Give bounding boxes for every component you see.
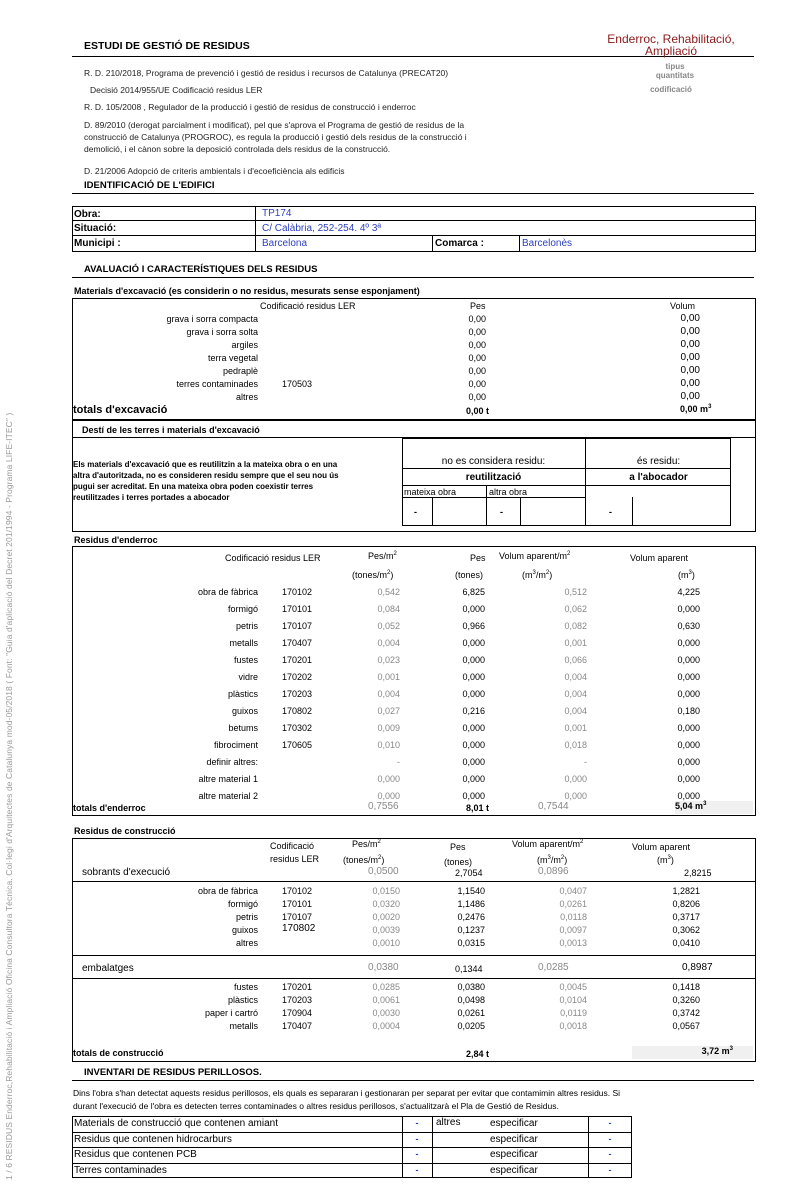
construccio-row-pesm2: 0,0030 <box>372 1008 400 1018</box>
construccio-row-code: 170904 <box>282 1008 313 1018</box>
construccio-row-volm2: 0,0018 <box>559 1021 587 1031</box>
construccio-row-name: metalls <box>229 1021 258 1031</box>
construccio-row-pes: 0,0261 <box>457 1008 485 1018</box>
construccio-h-vol-unit: $(m^3)$ <box>657 855 674 865</box>
construccio-h-pes: Pes <box>450 842 466 852</box>
perillosos-row-specify: especificar <box>490 1149 538 1160</box>
enderroc-row-name: metalls <box>229 638 258 648</box>
enderroc-row-vol: 0,000 <box>677 672 700 682</box>
enderroc-row-pesm2: 0,052 <box>377 621 400 631</box>
enderroc-title: Residus d'enderroc <box>74 535 158 545</box>
enderroc-row-pesm2: 0,004 <box>377 689 400 699</box>
obra-value: TP174 <box>262 208 292 219</box>
enderroc-row-volm2: 0,004 <box>564 689 587 699</box>
enderroc-row-name: definir altres: <box>206 757 258 767</box>
excavacio-row-code: 170503 <box>282 379 313 389</box>
altra-obra-value: - <box>500 507 503 517</box>
enderroc-row-vol: 0,000 <box>677 791 700 801</box>
construccio-total-vol: 3,72 $m^3$ <box>632 1046 753 1059</box>
perillosos-row-value2: - <box>608 1118 612 1128</box>
enderroc-row-pes: 0,000 <box>462 672 485 682</box>
enderroc-row-volm2: 0,082 <box>564 621 587 631</box>
perillosos-row-value2: - <box>608 1149 612 1159</box>
construccio-row-name: petris <box>235 912 258 922</box>
perillosos-row-value2: - <box>608 1133 612 1144</box>
enderroc-row-pes: 0,000 <box>462 689 485 699</box>
enderroc-row-pesm2: 0,542 <box>377 587 400 597</box>
enderroc-row-vol: 0,180 <box>677 706 700 716</box>
construccio-h-pesm2-unit: $(tones/m^2)$ <box>343 855 385 865</box>
enderroc-total-volm2: 0,7544 <box>538 801 569 812</box>
divider <box>72 955 756 956</box>
construccio-row-volm2: 0,0119 <box>560 1008 587 1018</box>
perillosos-row-value: - <box>415 1118 419 1128</box>
enderroc-row-name: guixos <box>231 706 258 716</box>
divider <box>402 485 731 486</box>
construccio-h-volap: Volum aparent/$m^2$ <box>512 839 584 849</box>
construccio-row-vol: 0,3062 <box>672 925 700 935</box>
divider <box>72 1080 754 1081</box>
perillosos-row-specify: especificar <box>490 1118 538 1129</box>
enderroc-row-volm2: 0,001 <box>564 723 587 733</box>
divider <box>432 236 433 252</box>
enderroc-row-code: 170605 <box>282 740 313 750</box>
divider <box>588 1116 589 1178</box>
divider <box>632 497 633 526</box>
construccio-row-pes: 1,1540 <box>457 886 485 896</box>
construccio-row-vol: 0,3260 <box>672 995 700 1005</box>
enderroc-row-volm2: 0,000 <box>564 774 587 784</box>
enderroc-row-pes: 0,000 <box>462 757 485 767</box>
enderroc-row-volm2: 0,004 <box>564 672 587 682</box>
construccio-row-vol: 0,8206 <box>672 899 700 909</box>
municipi-label: Municipi : <box>74 238 121 249</box>
divider <box>402 468 731 469</box>
enderroc-h-volap-unit: $(m^3/m^2)$ <box>522 570 553 580</box>
enderroc-row-pesm2: 0,010 <box>377 740 400 750</box>
enderroc-row-name: obra de fàbrica <box>197 587 258 597</box>
excavacio-row-pes: 0,00 <box>468 353 486 363</box>
construccio-row-code: 170107 <box>282 912 313 922</box>
enderroc-row-vol: 0,000 <box>677 723 700 733</box>
enderroc-row-name: formigó <box>227 604 258 614</box>
enderroc-row-pes: 0,216 <box>462 706 485 716</box>
enderroc-row-name: altre material 1 <box>198 774 258 784</box>
enderroc-total-pesm2: 0,7556 <box>368 801 399 812</box>
enderroc-row-pes: 6,825 <box>462 587 485 597</box>
enderroc-row-code: 170302 <box>282 723 313 733</box>
enderroc-row-code: 170107 <box>282 621 313 631</box>
construccio-row-pes: 0,2476 <box>457 912 485 922</box>
construccio-row-vol: 0,3717 <box>672 912 700 922</box>
construccio-row-pes: 0,0498 <box>457 995 485 1005</box>
construccio-row-code: 170203 <box>282 995 313 1005</box>
construccio-row-pesm2: 0,0061 <box>372 995 400 1005</box>
construccio-row-pesm2: 0,0285 <box>372 982 400 992</box>
enderroc-row-pesm2: 0,084 <box>377 604 400 614</box>
law-line: D. 89/2010 (derogat parcialment i modificat), pel que s'aprova el Programa de gestió de residus de la <box>84 120 465 130</box>
construccio-total-label: totals de construcció <box>73 1048 164 1058</box>
quantitats-label: quantitats <box>655 71 695 80</box>
abocador-label: a l'abocador <box>629 472 688 483</box>
excavacio-row-name: grava i sorra solta <box>186 327 258 337</box>
excavacio-row-vol: 0,00 <box>680 352 700 363</box>
divider <box>72 1132 632 1133</box>
enderroc-row-vol: 0,000 <box>677 638 700 648</box>
law-line: R. D. 105/2008 , Regulador de la producció i gestió de residus de construcció i enderroc <box>84 102 416 112</box>
excavacio-row-pes: 0,00 <box>468 392 486 402</box>
construccio-row-name: paper i cartró <box>204 1008 258 1018</box>
excavacio-row-name: argiles <box>231 340 258 350</box>
enderroc-row-name: fustes <box>233 655 258 665</box>
law-line: Decisió 2014/955/UE Codificació residus LER <box>90 85 263 95</box>
abocador-value: - <box>609 507 612 517</box>
construccio-h-vol: Volum aparent <box>632 842 691 852</box>
excavacio-col-pes: Pes <box>470 301 486 311</box>
law-line: R. D. 210/2018, Programa de prevenció i gestió de residus i recursos de Catalunya (PRECAT20) <box>84 68 449 78</box>
construccio-row-pesm2: 0,0020 <box>372 912 400 922</box>
enderroc-row-code: 170203 <box>282 689 313 699</box>
construccio-row-name: formigó <box>227 899 258 909</box>
construccio-row-volm2: 0,0013 <box>559 938 587 948</box>
situacio-value: C/ Calàbria, 252-254. 4º 3ª <box>262 223 382 234</box>
ident-title: IDENTIFICACIÓ DE L'EDIFICI <box>84 180 215 191</box>
enderroc-row-name: fibrociment <box>213 740 258 750</box>
comarca-label: Comarca : <box>435 238 484 249</box>
enderroc-row-volm2: - <box>584 757 587 767</box>
work-type-line1: Enderroc, Rehabilitació, <box>607 32 735 46</box>
divider <box>432 497 433 526</box>
construccio-h-volap-unit: $(m^3/m^2)$ <box>537 855 568 865</box>
excavacio-row-name: terres contaminades <box>176 379 258 389</box>
enderroc-row-volm2: 0,000 <box>564 791 587 801</box>
codificacio-label: codificació <box>650 85 692 94</box>
enderroc-row-pes: 0,000 <box>462 638 485 648</box>
perillosos-row-specify: especificar <box>490 1164 538 1176</box>
enderroc-row-name: vidre <box>238 672 258 682</box>
divider <box>402 1116 403 1178</box>
enderroc-row-vol: 0,000 <box>677 689 700 699</box>
construccio-row-name: guixos <box>231 925 258 935</box>
enderroc-row-pes: 0,966 <box>462 621 485 631</box>
excavacio-row-vol: 0,00 <box>680 391 700 402</box>
sobrants-pes: 2,7054 <box>455 868 483 878</box>
perillosos-text2: durant l'execució de l'obra es detecten terres contaminades o altres residus perillosos, s'actualitzarà el Pla de Gestió de Residus. <box>73 1101 559 1111</box>
construccio-row-volm2: 0,0261 <box>559 899 587 909</box>
construccio-row-name: altres <box>235 938 258 948</box>
excavacio-total-label: totals d'excavació <box>73 404 168 416</box>
mateixa-obra-value: - <box>414 507 417 517</box>
divider <box>432 1116 433 1178</box>
law-line: demolició, i el cànon sobre la deposició controlada dels residus de la construcció. <box>84 144 391 154</box>
enderroc-row-code: 170202 <box>282 672 313 682</box>
enderroc-h-pes-unit: (tones) <box>455 570 484 580</box>
perillosos-row-value: - <box>415 1133 419 1144</box>
enderroc-row-vol: 0,000 <box>677 604 700 614</box>
excavacio-row-vol: 0,00 <box>680 378 700 389</box>
enderroc-h-pesm2: Pes/$m^2$ <box>368 551 397 561</box>
enderroc-row-code: 170407 <box>282 638 313 648</box>
excavacio-title: Materials d'excavació (es considerin o no residus, mesurats sense esponjament) <box>74 286 420 296</box>
enderroc-row-name: plàstics <box>227 689 258 699</box>
enderroc-row-pesm2: 0,000 <box>377 791 400 801</box>
enderroc-row-pes: 0,000 <box>462 740 485 750</box>
enderroc-h-pesm2-unit: $(tones/m^2)$ <box>352 570 394 580</box>
construccio-row-pes: 0,0205 <box>457 1021 485 1031</box>
excavacio-row-name: altres <box>235 392 258 402</box>
construccio-h-pesm2: Pes/$m^2$ <box>352 839 381 849</box>
perillosos-text1: Dins l'obra s'han detectat aquests residus perillosos, els quals es separaran i gestionaran per separat per evitar que contamimin altres residus. Si <box>73 1088 621 1098</box>
enderroc-row-vol: 0,000 <box>677 774 700 784</box>
sobrants-vol: 2,8215 <box>684 868 712 878</box>
enderroc-row-pesm2: - <box>397 757 400 767</box>
enderroc-row-pesm2: 0,023 <box>377 655 400 665</box>
construccio-title: Residus de construcció <box>74 826 176 836</box>
construccio-row-vol: 0,0567 <box>672 1021 700 1031</box>
divider <box>72 978 756 979</box>
excavacio-row-name: terra vegetal <box>207 353 258 363</box>
construccio-row-name: obra de fàbrica <box>197 886 258 896</box>
construccio-row-pesm2: 0,0150 <box>372 886 400 896</box>
excavacio-row-vol: 0,00 <box>680 339 700 350</box>
perillosos-row-name: Materials de construcció que contenen amiant <box>74 1118 279 1129</box>
embalatges-pes: 0,1344 <box>455 964 483 974</box>
reutilitzacio-label: reutilització <box>465 472 522 483</box>
construccio-row-code: 170407 <box>282 1021 313 1031</box>
construccio-row-volm2: 0,0097 <box>559 925 587 935</box>
enderroc-row-volm2: 0,001 <box>564 638 587 648</box>
es-residu-label: és residu: <box>636 456 681 467</box>
enderroc-row-pesm2: 0,027 <box>377 706 400 716</box>
construccio-row-name: fustes <box>233 982 258 992</box>
enderroc-row-pes: 0,000 <box>462 791 485 801</box>
divider <box>519 236 520 252</box>
mateixa-obra-label: mateixa obra <box>404 487 457 497</box>
perillosos-row-name: Residus que contenen PCB <box>74 1149 197 1160</box>
divider <box>72 881 756 882</box>
divider <box>72 235 756 236</box>
construccio-h-pes-unit: (tones) <box>444 857 473 867</box>
enderroc-row-vol: 0,000 <box>677 655 700 665</box>
construccio-row-vol: 0,0410 <box>672 938 700 948</box>
divider <box>520 497 521 526</box>
excavacio-row-vol: 0,00 <box>680 313 700 324</box>
excavacio-row-pes: 0,00 <box>468 340 486 350</box>
enderroc-row-name: betums <box>228 723 258 733</box>
construccio-row-code: 170102 <box>282 886 313 896</box>
enderroc-row-code: 170802 <box>282 706 313 716</box>
enderroc-row-volm2: 0,066 <box>564 655 587 665</box>
situacio-label: Situació: <box>74 223 117 234</box>
perillosos-title: INVENTARI DE RESIDUS PERILLOSOS. <box>84 1067 262 1078</box>
excavacio-row-name: grava i sorra compacta <box>166 314 258 324</box>
construccio-row-pesm2: 0,0004 <box>372 1021 400 1031</box>
perillosos-row-altres: altres <box>436 1117 461 1128</box>
desti-text: Els materials d'excavació que es reutilitzin a la mateixa obra o en una altra d'autoritzada, no es consideren residu sempre que el seu nou ús pugui ser acreditat. En una mateixa obra poden coexistir terres reutilitzades i terres portades a abocador <box>73 460 339 502</box>
enderroc-h-pes: Pes <box>470 553 486 563</box>
construccio-row-volm2: 0,0118 <box>560 912 587 922</box>
embalatges-vol: 0,8987 <box>682 962 713 973</box>
excavacio-row-vol: 0,00 <box>680 326 700 337</box>
excavacio-row-pes: 0,00 <box>468 314 486 324</box>
comarca-value: Barcelonès <box>522 238 573 249</box>
enderroc-row-pes: 0,000 <box>462 774 485 784</box>
construccio-row-vol: 1,2821 <box>672 886 700 896</box>
enderroc-row-volm2: 0,062 <box>564 604 587 614</box>
law-line: D. 21/2006 Adopció de criteris ambientals i d'ecoeficiència als edificis <box>84 166 345 176</box>
enderroc-row-pesm2: 0,001 <box>377 672 400 682</box>
obra-label: Obra: <box>74 209 101 220</box>
enderroc-h-vol-unit: $(m^3)$ <box>678 570 695 580</box>
construccio-h-code1: Codificació <box>270 841 315 851</box>
enderroc-row-code: 170101 <box>282 604 313 614</box>
divider <box>72 1147 632 1148</box>
divider <box>72 193 754 194</box>
construccio-h-code2: residus LER <box>270 854 320 864</box>
construccio-row-vol: 0,1418 <box>672 982 700 992</box>
enderroc-row-pes: 0,000 <box>462 604 485 614</box>
ident-box <box>72 206 756 252</box>
perillosos-row-value: - <box>415 1164 419 1175</box>
construccio-row-code: 170201 <box>282 982 313 992</box>
enderroc-row-vol: 4,225 <box>677 587 700 597</box>
construccio-row-pes: 1,1486 <box>457 899 485 909</box>
work-type-line2: Ampliació <box>644 44 698 58</box>
excavacio-col-vol: Volum <box>670 301 696 311</box>
divider <box>72 220 756 221</box>
construccio-row-pesm2: 0,0039 <box>372 925 400 935</box>
enderroc-row-pesm2: 0,009 <box>377 723 400 733</box>
construccio-row-code: 170802 <box>282 923 316 934</box>
enderroc-row-volm2: 0,018 <box>564 740 587 750</box>
construccio-row-pes: 0,0380 <box>457 982 485 992</box>
excavacio-col-code: Codificació residus LER <box>260 301 356 311</box>
enderroc-h-vol: Volum aparent <box>630 553 689 563</box>
perillosos-row-value2: - <box>608 1164 612 1175</box>
enderroc-row-vol: 0,630 <box>677 621 700 631</box>
divider <box>255 206 256 252</box>
enderroc-row-pesm2: 0,000 <box>377 774 400 784</box>
construccio-row-name: plàstics <box>227 995 258 1005</box>
enderroc-row-name: petris <box>235 621 258 631</box>
enderroc-row-name: altre material 2 <box>198 791 258 801</box>
construccio-row-vol: 0,3742 <box>672 1008 700 1018</box>
excavacio-total-vol: 0,00 $m^3$ <box>680 404 712 414</box>
sobrants-volm2: 0,0896 <box>538 866 569 877</box>
embalatges-pesm2: 0,0380 <box>368 962 399 973</box>
construccio-row-volm2: 0,0045 <box>559 982 587 992</box>
enderroc-total-pes: 8,01 t <box>466 803 490 813</box>
embalatges-volm2: 0,0285 <box>538 962 569 973</box>
enderroc-total-vol: 5,04 $m^3$ <box>675 801 753 814</box>
construccio-row-pes: 0,1237 <box>457 925 485 935</box>
embalatges-label: embalatges <box>82 963 134 974</box>
excavacio-total-pes: 0,00 t <box>466 406 490 416</box>
excavacio-row-pes: 0,00 <box>468 327 486 337</box>
construccio-row-volm2: 0,0407 <box>559 886 587 896</box>
side-footer-text: 1 / 6 RESIDUS Enderroc,Rehabilitació i Ampliació Oficina Consultora Tècnica. Col·legi d'Arquitectes de Catalunya mod-05/2018 ( Font: "Guia d'aplicació del Decret 201/1994 - Programa LIFE-ITEC" ) <box>4 412 14 1180</box>
municipi-value: Barcelona <box>262 238 308 249</box>
perillosos-row-name: Residus que contenen hidrocarburs <box>74 1133 232 1145</box>
enderroc-row-vol: 0,000 <box>677 757 700 767</box>
divider <box>486 485 487 526</box>
tipus-label: tipus <box>665 62 685 71</box>
enderroc-row-pes: 0,000 <box>462 723 485 733</box>
excavacio-row-vol: 0,00 <box>680 365 700 376</box>
excavacio-row-pes: 0,00 <box>468 366 486 376</box>
construccio-row-code: 170101 <box>282 899 313 909</box>
construccio-row-pes: 0,0315 <box>457 938 485 948</box>
enderroc-total-label: totals d'enderroc <box>73 803 146 813</box>
excavacio-row-pes: 0,00 <box>468 379 486 389</box>
enderroc-row-volm2: 0,512 <box>564 587 587 597</box>
construccio-row-volm2: 0,0104 <box>559 995 587 1005</box>
enderroc-row-pes: 0,000 <box>462 655 485 665</box>
enderroc-row-code: 170102 <box>282 587 313 597</box>
perillosos-row-name: Terres contaminades <box>74 1164 167 1176</box>
construccio-row-pesm2: 0,0320 <box>372 899 400 909</box>
construccio-row-pesm2: 0,0010 <box>372 938 400 948</box>
enderroc-row-volm2: 0,004 <box>564 706 587 716</box>
enderroc-row-vol: 0,000 <box>677 740 700 750</box>
construccio-total-pes: 2,84 t <box>466 1049 490 1059</box>
law-line: construcció de Catalunya (PROGROC), es regula la producció i gestió dels residus de la construcció i <box>84 132 467 142</box>
divider <box>402 497 585 498</box>
perillosos-row-specify: especificar <box>490 1133 538 1145</box>
altra-obra-label: altra obra <box>489 487 528 497</box>
sobrants-label: sobrants d'execució <box>82 867 171 878</box>
aval-title: AVALUACIÓ I CARACTERÍSTIQUES DELS RESIDUS <box>84 264 318 275</box>
enderroc-h-volap: Volum aparent/$m^2$ <box>499 551 571 561</box>
enderroc-row-pesm2: 0,004 <box>377 638 400 648</box>
no-residu-label: no es considera residu: <box>441 456 546 467</box>
document-title: ESTUDI DE GESTIÓ DE RESIDUS <box>84 40 250 52</box>
enderroc-h-code: Codificació residus LER <box>225 553 321 563</box>
sobrants-pesm2: 0,0500 <box>368 866 399 877</box>
desti-title: Destí de les terres i materials d'excavació <box>82 425 260 435</box>
enderroc-row-code: 170201 <box>282 655 313 665</box>
excavacio-row-name: pedraplè <box>222 366 258 376</box>
perillosos-row-value: - <box>415 1149 419 1159</box>
divider <box>72 1163 632 1164</box>
divider <box>72 277 754 278</box>
